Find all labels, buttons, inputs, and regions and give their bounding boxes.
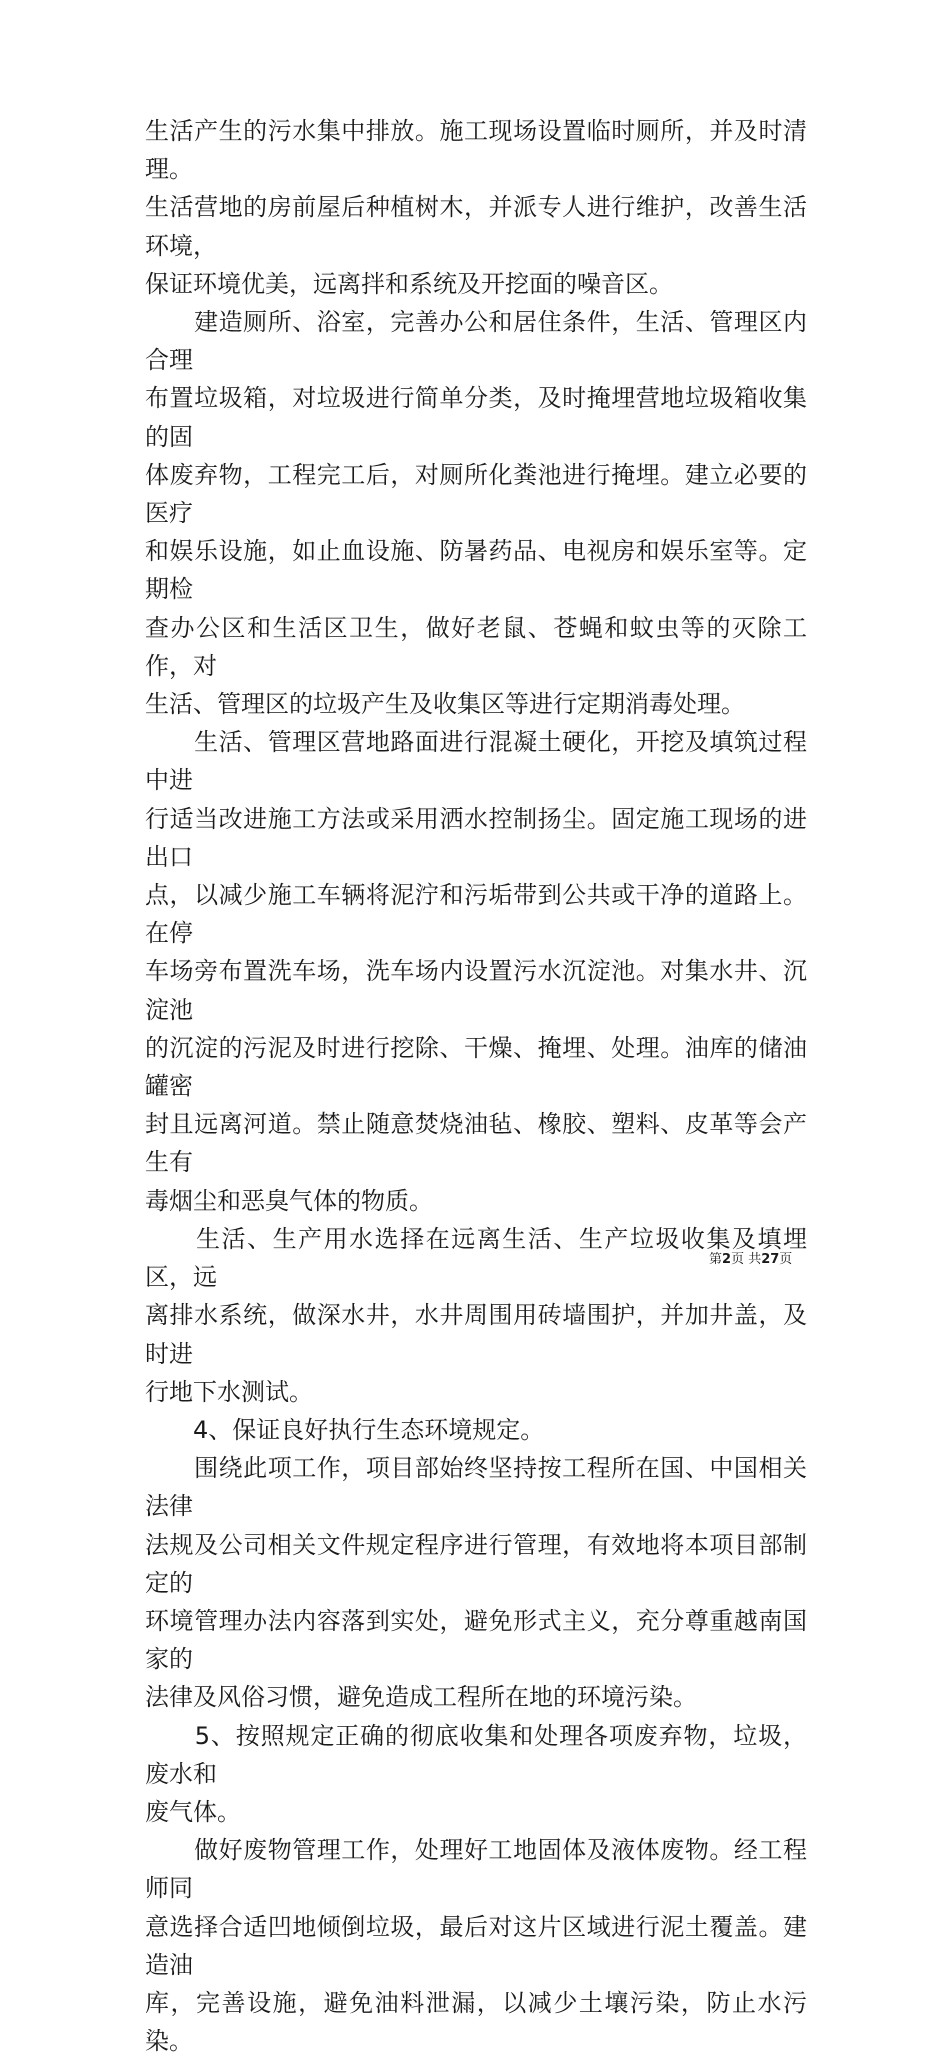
- total-page-count: 27: [761, 1252, 780, 1267]
- current-page-number: 2: [722, 1252, 732, 1267]
- text-line: 做好废物管理工作，处理好工地固体及液体废物。经工程师同: [145, 1836, 807, 1903]
- text-line: 保证环境优美，远离拌和系统及开挖面的噪音区。: [145, 269, 673, 298]
- text-line: 的沉淀的污泥及时进行挖除、干燥、掩埋、处理。油库的储油罐密: [145, 1033, 807, 1101]
- text-line: 4、保证良好执行生态环境规定。: [145, 1415, 545, 1444]
- text-line: 生活、生产用水选择在远离生活、生产垃圾收集及填埋区，远: [145, 1224, 807, 1292]
- text-line: 离排水系统，做深水井，水井周围用砖墙围护，并加井盖，及时进: [145, 1301, 807, 1368]
- text-line: 围绕此项工作，项目部始终坚持按工程所在国、中国相关法律: [145, 1454, 807, 1521]
- text-line: 查办公区和生活区卫生，做好老鼠、苍蝇和蚊虫等的灭除工作，对: [145, 613, 807, 680]
- text-line: 废气体。: [145, 1797, 241, 1826]
- text-line: 建造厕所、浴室，完善办公和居住条件，生活、管理区内合理: [145, 308, 807, 375]
- paragraph: [145, 1411, 807, 1449]
- text-line: 法规及公司相关文件规定程序进行管理，有效地将本项目部制定的: [145, 1530, 807, 1597]
- text-line: 环境管理办法内容落到实处，避免形式主义，充分尊重越南国家的: [145, 1606, 807, 1674]
- text-line: 布置垃圾箱，对垃圾进行简单分类，及时掩埋营地垃圾箱收集的固: [145, 384, 807, 451]
- text-line: 生活产生的污水集中排放。施工现场设置临时厕所，并及时清理。: [145, 117, 807, 184]
- text-line: 毒烟尘和恶臭气体的物质。: [145, 1186, 433, 1215]
- text-line: 库，完善设施，避免油料泄漏，以减少土壤污染，防止水污染。: [145, 1988, 807, 2056]
- text-line: 生活营地的房前屋后种植树木，并派专人进行维护，改善生活环境，: [145, 193, 807, 260]
- text-line: 车场旁布置洗车场，洗车场内设置污水沉淀池。对集水井、沉淀池: [145, 957, 807, 1024]
- text-line: 生活、管理区的垃圾产生及收集区等进行定期消毒处理。: [145, 690, 745, 719]
- text-line: 意选择合适凹地倾倒垃圾，最后对这片区域进行泥土覆盖。建造油: [145, 1912, 807, 1979]
- page-footer: [709, 1248, 859, 1267]
- paragraph: [145, 1449, 807, 1716]
- text-line: 行适当改进施工方法或采用洒水控制扬尘。固定施工现场的进出口: [145, 804, 807, 871]
- text-line: 封且远离河道。禁止随意焚烧油毡、橡胶、塑料、皮革等会产生有: [145, 1110, 807, 1177]
- text-line: 点，以减少施工车辆将泥泞和污垢带到公共或干净的道路上。在停: [145, 881, 807, 948]
- footer-middle: 页 共: [731, 1252, 762, 1267]
- paragraph: [145, 1220, 807, 1411]
- footer-suffix: 页: [779, 1252, 793, 1267]
- text-line: 法律及风俗习惯，避免造成工程所在地的环境污染。: [145, 1683, 697, 1712]
- paragraph: [145, 1831, 807, 2060]
- text-line: 体废弃物，工程完工后，对厕所化粪池进行掩埋。建立必要的医疗: [145, 460, 807, 528]
- text-line: 5、按照规定正确的彻底收集和处理各项废弃物，垃圾，废水和: [145, 1721, 807, 1788]
- paragraph: [145, 112, 807, 303]
- footer-prefix: 第: [709, 1252, 723, 1267]
- body-text: [145, 112, 807, 2060]
- paragraph: [145, 1717, 807, 1832]
- paragraph: [145, 723, 807, 1220]
- paragraph: [145, 303, 807, 723]
- text-line: 行地下水测试。: [145, 1377, 313, 1406]
- text-line: 和娱乐设施，如止血设施、防暑药品、电视房和娱乐室等。定期检: [145, 537, 807, 604]
- text-line: 生活、管理区营地路面进行混凝土硬化，开挖及填筑过程中进: [145, 728, 807, 795]
